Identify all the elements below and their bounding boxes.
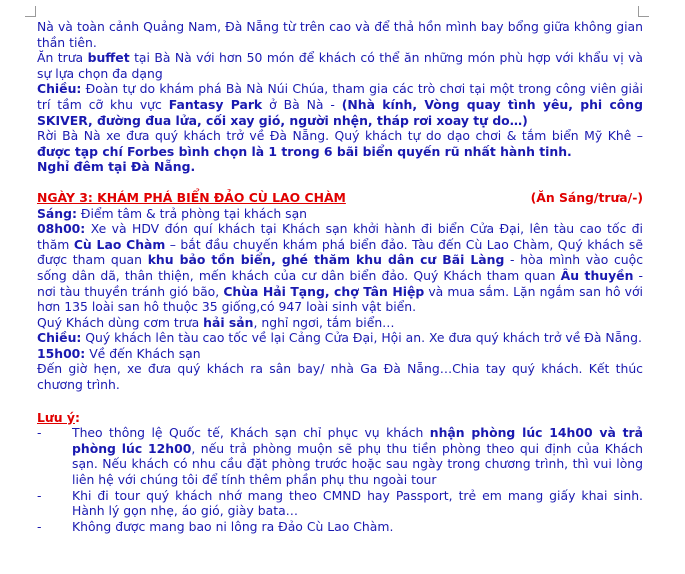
intro-overnight: Nghỉ đêm tại Đà Nẵng. <box>37 159 196 175</box>
day3-1500: 15h00: Về đến Khách sạn <box>37 345 201 361</box>
day3-0800: 08h00: Xe và HDV đón quí khách tại Khách sạn khởi hành đi biển Cửa Đại, lên tàu cao tốc đi thăm Cù Lao Chàm – bắt đầu chuyến khám phá biển đảo. Tàu đến Cù Lao Chàm, Quý khách sẽ được tham quan khu bảo tồn biển, ghé thăm khu dân cư Bãi Làng - hòa mình vào cuộc sống dân dã, thân thiện, mến khách của cư dân biển đảo. Quý Khách tham quan Âu thuyền - nơi tàu thuyền tránh gió bão, Chùa Hải Tạng, chợ Tân Hiệp và mua sắm. Lặn ngắm san hô với hơn 135 loài san hô thuộc 35 giống,có 947 loài sinh vật biển. <box>37 221 644 315</box>
document-body <box>37 19 643 534</box>
day3-title: NGÀY 3: KHÁM PHÁ BIỂN ĐẢO CÙ LAO CHÀM <box>37 189 346 205</box>
intro-paragraph-1: Nà và toàn cảnh Quảng Nam, Đà Nẵng từ trên cao và để thả hồn mình bay bổng giữa không gian thần tiên. <box>37 19 643 50</box>
note-item: - Theo thông lệ Quốc tế, Khách sạn chỉ phục vụ khách nhận phòng lúc 14h00 và trả phòng lúc 12h00, nếu trả phòng muộn sẽ phụ thu tiền phòng theo qui định của Khách sạn. Nếu khách có nhu cầu đặt phòng trước hoặc sau ngày trong chương trình, thì vui lòng liên hệ với chúng tôi để tính thêm phần phụ thu ngoài tour <box>37 425 644 488</box>
margin-corner-mark-right <box>638 6 649 17</box>
afternoon-label: Chiều: <box>37 81 82 97</box>
intro-paragraph-afternoon: Chiều: Đoàn tự do khám phá Bà Nà Núi Chúa, tham gia các trò chơi tại một trong công viên giải trí tầm cỡ khu vực Fantasy Park ở Bà Nà - (Nhà kính, Vòng quay tình yêu, phi công SKIVER, đường đua lửa, cối xay gió, người nhện, tháp rơi xoay tự do…) <box>37 81 643 128</box>
note-item: - Khi đi tour quý khách nhớ mang theo CMND hay Passport, trẻ em mang giấy khai sinh. Hành lý gọn nhẹ, áo gió, giày bata… <box>37 487 643 519</box>
day3-morning: Sáng: Điểm tâm & trả phòng tại khách sạn <box>37 205 308 221</box>
margin-corner-mark-left <box>25 6 36 17</box>
day3-end: Đến giờ hẹn, xe đưa quý khách ra sân bay/ nhà Ga Đà Nẵng…Chia tay quý khách. Kết thúc chương trình. <box>37 361 643 393</box>
buffet-text: buffet <box>87 50 130 66</box>
day3-afternoon: Chiều: Quý khách lên tàu cao tốc về lại Cảng Cửa Đại, Hội an. Xe đưa quý khách trở về Đà Nẵng. <box>37 330 642 346</box>
note-item: - Không được mang bao ni lông ra Đảo Cù Lao Chàm. <box>37 518 394 534</box>
intro-paragraph-lunch: Ăn trưa buffet tại Bà Nà với hơn 50 món để khách có thể ăn những món phù hợp với khẩu vị và sự lựa chọn đa dạng <box>37 50 643 81</box>
day3-heading <box>37 190 643 206</box>
day3-meals: (Ăn Sáng/trưa/-) <box>530 189 643 205</box>
day3-lunch: Quý Khách dùng cơm trưa hải sản, nghỉ ngơi, tắm biển… <box>37 314 395 330</box>
notes-heading: Lưu ý: <box>37 409 80 425</box>
notes-list <box>37 425 643 534</box>
intro-paragraph-beach: Rời Bà Nà xe đưa quý khách trở về Đà Nẵng. Quý khách tự do dạo chơi & tắm biển Mỹ Khê – được tạp chí Forbes bình chọn là 1 trong 6 bãi biển quyến rũ nhất hành tinh. <box>37 128 643 159</box>
